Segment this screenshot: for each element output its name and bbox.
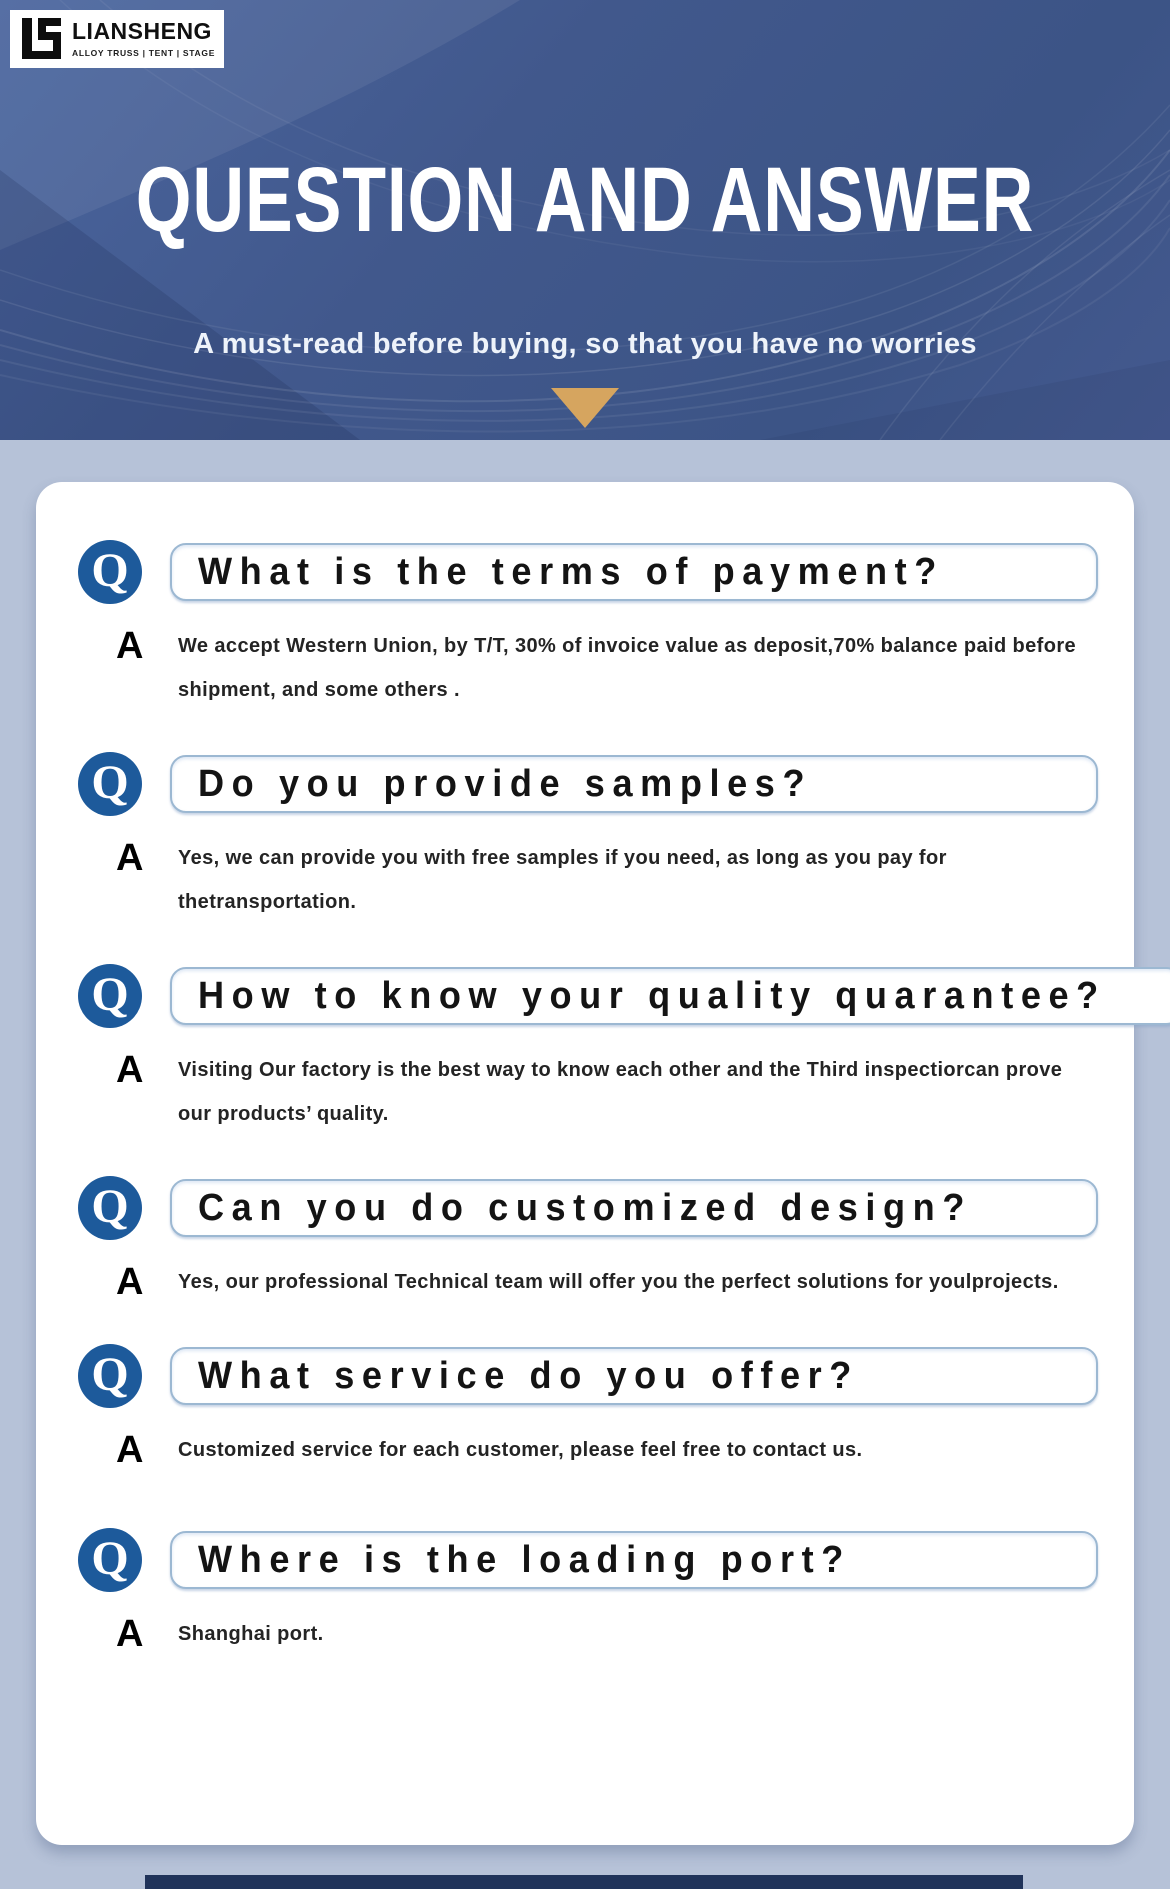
question-text: How to know your quality quarantee? bbox=[198, 974, 1106, 1017]
answer-row bbox=[116, 1612, 1098, 1656]
q-circle-icon bbox=[78, 1528, 142, 1592]
qa-item bbox=[78, 964, 1106, 1136]
answer-row bbox=[116, 624, 1098, 712]
question-box bbox=[170, 1531, 1098, 1589]
question-text: Where is the loading port? bbox=[198, 1538, 851, 1581]
answer-text: We accept Western Union, by T/T, 30% of invoice value as deposit,70% balance paid before shipment, and some others . bbox=[178, 635, 1077, 701]
a-letter: A bbox=[116, 1429, 144, 1471]
q-circle-icon bbox=[78, 540, 142, 604]
q-letter: Q bbox=[91, 1532, 129, 1585]
question-text: What service do you offer? bbox=[198, 1354, 859, 1397]
page-title: QUESTION AND ANSWER bbox=[135, 149, 1035, 251]
answer-text: Yes, our professional Technical team will offer you the perfect solutions for youlprojects. bbox=[178, 1271, 1059, 1293]
q-letter: Q bbox=[91, 756, 129, 809]
question-box bbox=[170, 1179, 1098, 1237]
logo-text bbox=[72, 20, 215, 58]
ls-monogram-icon bbox=[17, 15, 65, 63]
question-box bbox=[170, 543, 1098, 601]
question-row bbox=[78, 1176, 1098, 1240]
a-letter: A bbox=[116, 1049, 144, 1091]
question-row bbox=[78, 964, 1106, 1028]
answer-text: Shanghai port. bbox=[178, 1623, 324, 1645]
qa-item bbox=[78, 752, 1098, 924]
logo-tagline: ALLOY TRUSS | TENT | STAGE bbox=[72, 48, 216, 58]
q-letter: Q bbox=[91, 1348, 129, 1401]
q-circle-icon bbox=[78, 1344, 142, 1408]
question-row bbox=[78, 540, 1098, 604]
header-banner bbox=[0, 0, 1170, 440]
question-row bbox=[78, 752, 1098, 816]
a-letter: A bbox=[116, 837, 144, 879]
answer-text: Yes, we can provide you with free samples if you need, as long as you pay for thetransportation. bbox=[178, 847, 947, 913]
company-logo bbox=[10, 10, 224, 68]
answer-row bbox=[116, 1260, 1098, 1304]
question-box bbox=[170, 967, 1170, 1025]
qa-item bbox=[78, 1528, 1098, 1656]
q-circle-icon bbox=[78, 752, 142, 816]
a-letter: A bbox=[116, 1261, 144, 1303]
qa-card bbox=[36, 482, 1134, 1845]
answer-row bbox=[116, 836, 1098, 924]
qa-item bbox=[78, 1344, 1098, 1472]
qa-item bbox=[78, 1176, 1098, 1304]
answer-text: Customized service for each customer, please feel free to contact us. bbox=[178, 1439, 863, 1461]
logo-company-name: LIANSHENG bbox=[72, 18, 212, 44]
question-row bbox=[78, 1344, 1098, 1408]
q-letter: Q bbox=[91, 968, 129, 1021]
qa-list bbox=[78, 540, 1106, 1656]
q-letter: Q bbox=[91, 544, 129, 597]
question-box bbox=[170, 1347, 1098, 1405]
question-row bbox=[78, 1528, 1098, 1592]
question-text: Can you do customized design? bbox=[198, 1186, 972, 1229]
answer-text: Visiting Our factory is the best way to know each other and the Third inspectiorcan prove our products’ quality. bbox=[178, 1059, 1063, 1125]
q-circle-icon bbox=[78, 964, 142, 1028]
question-text: Do you provide samples? bbox=[198, 762, 813, 805]
a-letter: A bbox=[116, 1613, 144, 1655]
next-section-edge bbox=[145, 1875, 1023, 1889]
question-text: What is the terms of payment? bbox=[198, 550, 944, 593]
answer-row bbox=[116, 1428, 1098, 1472]
answer-row bbox=[116, 1048, 1098, 1136]
page-subtitle: A must-read before buying, so that you have no worries bbox=[193, 328, 977, 360]
question-box bbox=[170, 755, 1098, 813]
down-arrow-icon bbox=[551, 388, 619, 428]
a-letter: A bbox=[116, 625, 144, 667]
q-letter: Q bbox=[91, 1180, 129, 1233]
qa-item bbox=[78, 540, 1098, 712]
q-circle-icon bbox=[78, 1176, 142, 1240]
